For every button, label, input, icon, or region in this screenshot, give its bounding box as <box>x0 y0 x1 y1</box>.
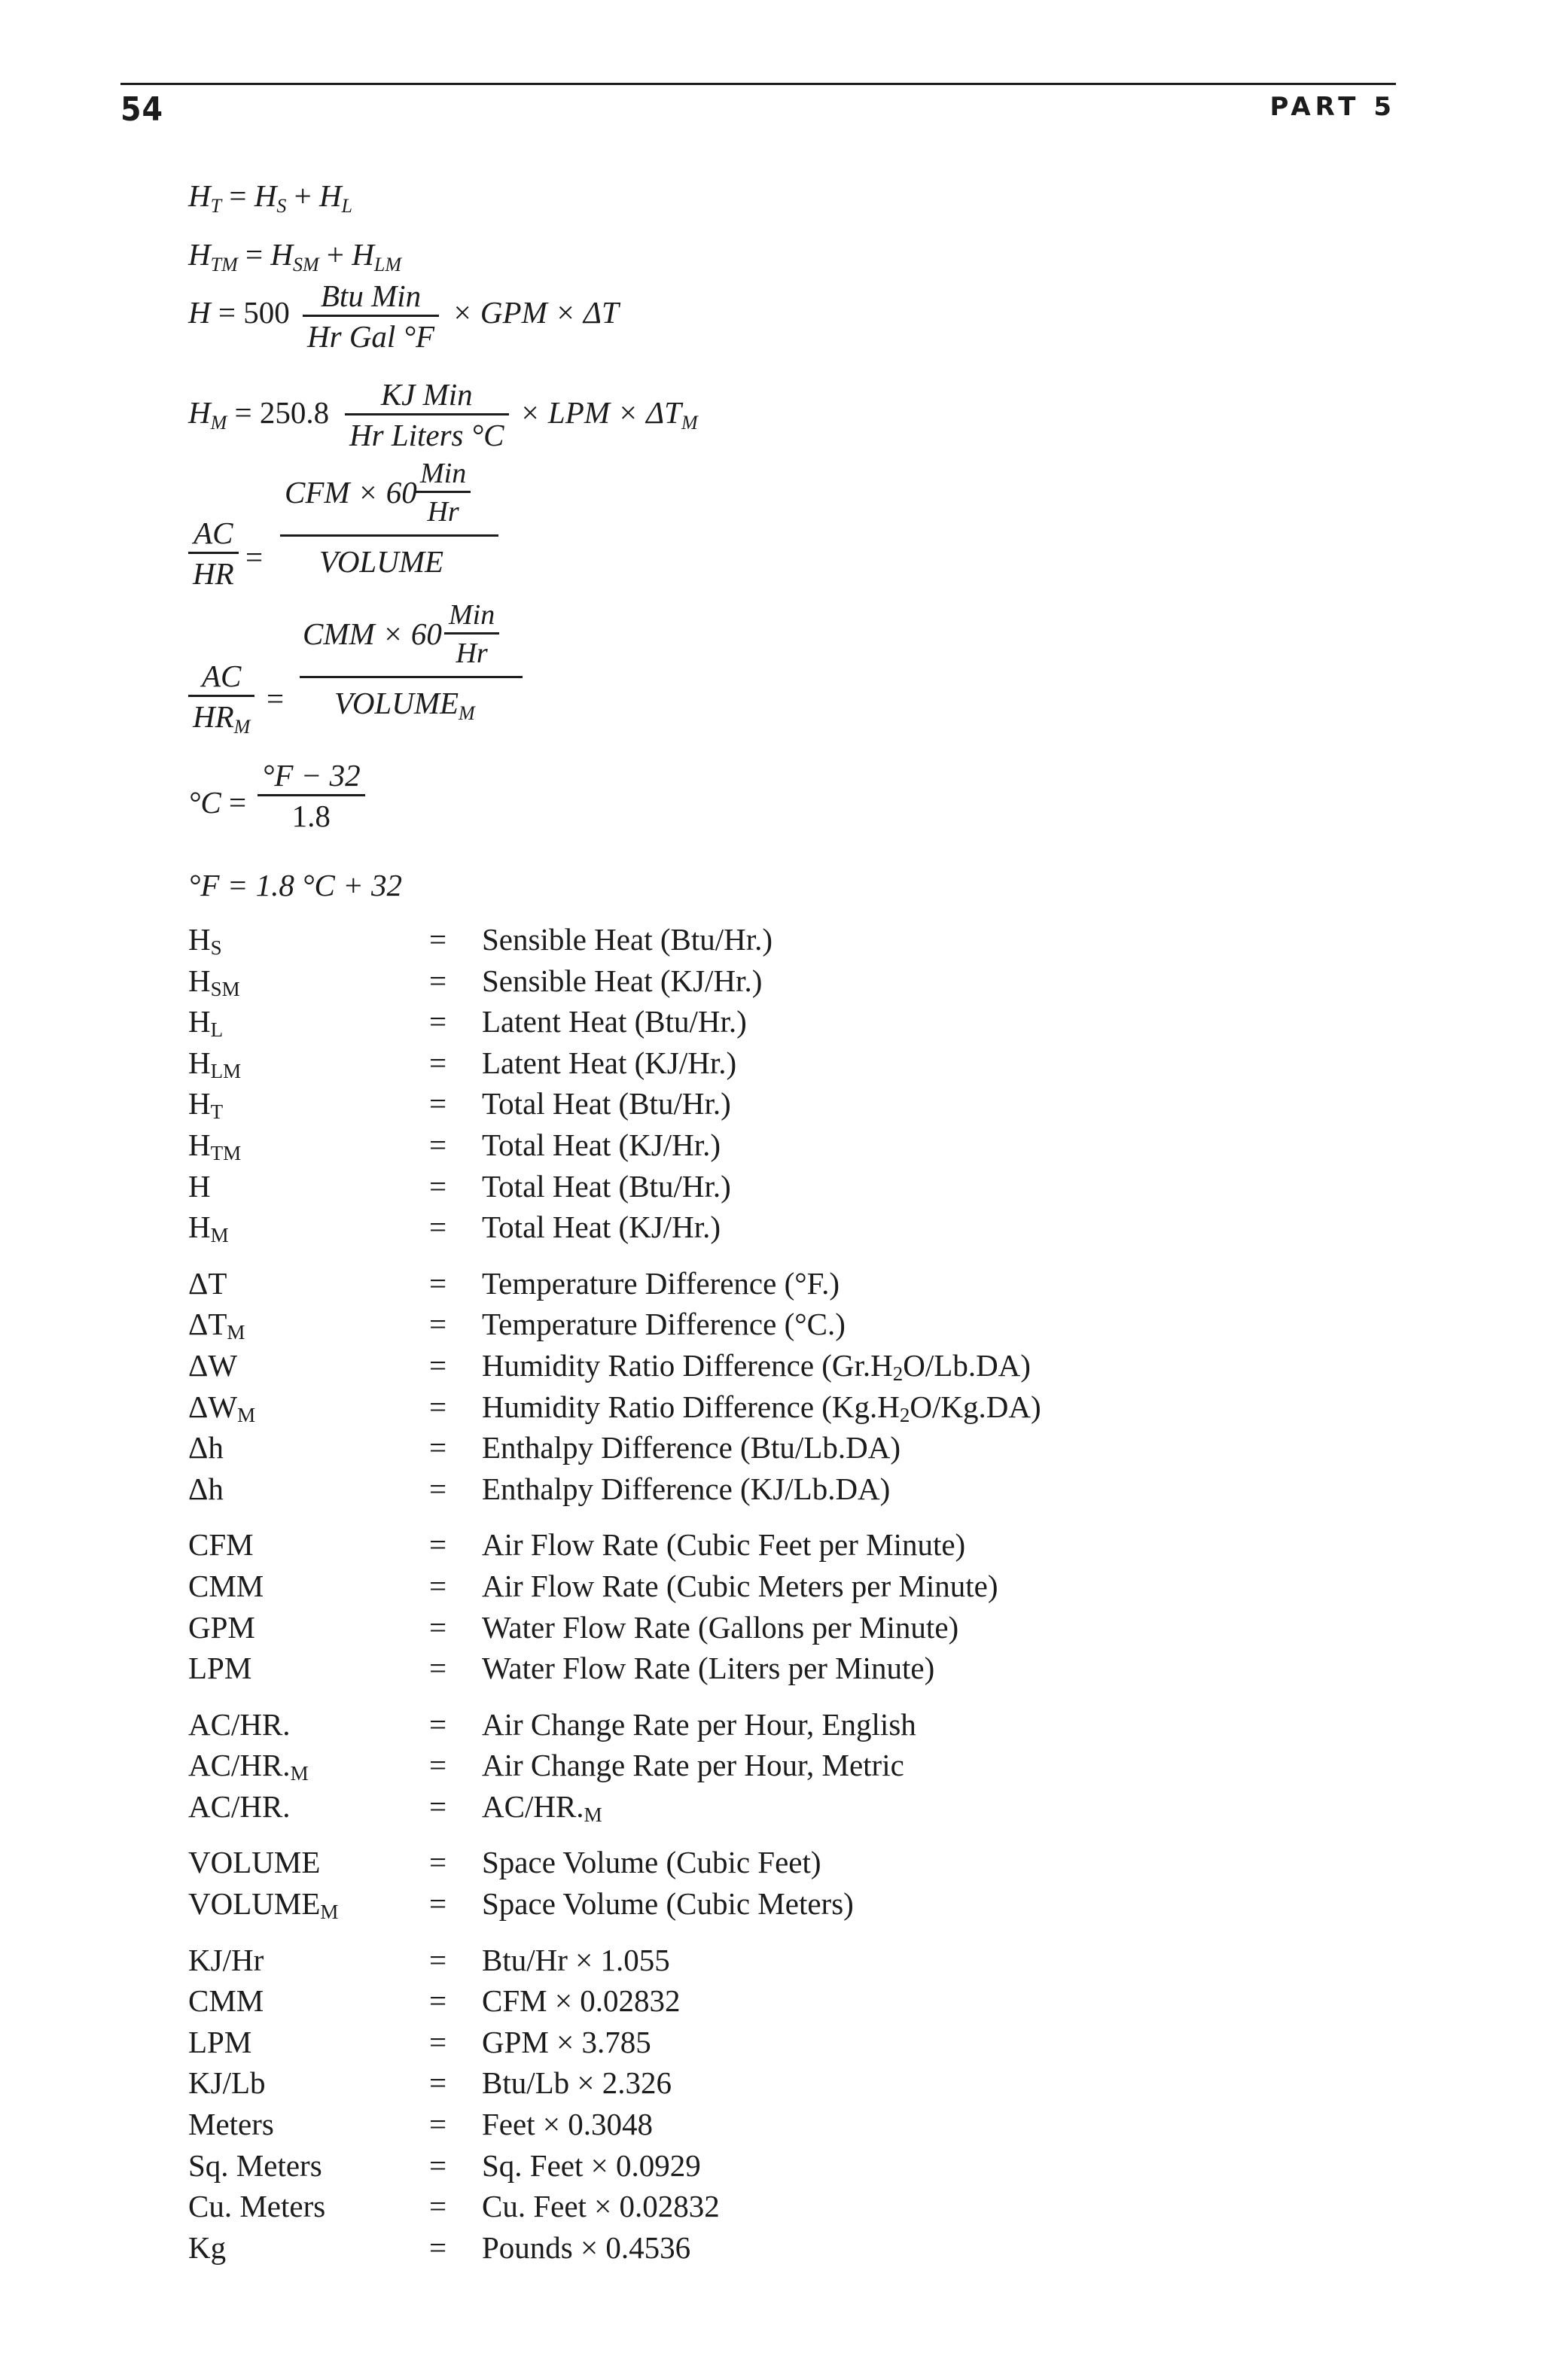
equals-sign: = <box>429 1347 447 1383</box>
equals-sign: = <box>429 2147 447 2183</box>
equals-sign: = <box>429 1568 447 1603</box>
definition-description: Enthalpy Difference (KJ/Lb.DA) <box>482 1471 891 1506</box>
definition-row <box>188 2147 1167 2189</box>
equals-sign: = <box>429 1168 447 1204</box>
definition-symbol: CFM <box>188 1527 254 1563</box>
definition-row <box>188 1265 1167 1307</box>
definition-row <box>188 1885 1167 1927</box>
equals-sign: = <box>429 1045 447 1080</box>
equals-sign: = <box>429 1609 447 1645</box>
definition-description: Latent Heat (KJ/Hr.) <box>482 1045 737 1080</box>
definitions-list <box>188 921 1167 2270</box>
definition-row <box>188 2106 1167 2147</box>
equals-sign: = <box>429 1389 447 1424</box>
fraction-ac-hr-metric: AC $HR_M$ <box>188 661 254 737</box>
group-gap <box>188 1691 1167 1706</box>
definition-description: Water Flow Rate (Liters per Minute) <box>482 1651 935 1686</box>
definition-row <box>188 1568 1167 1609</box>
equals-sign: = <box>429 1748 447 1783</box>
definition-symbol: VOLUME <box>188 1845 321 1880</box>
equals-sign: = <box>429 2024 447 2059</box>
definition-description: Total Heat (KJ/Hr.) <box>482 1127 721 1162</box>
definition-symbol: $H_M$ <box>188 1210 229 1247</box>
formula-air-change: $\frac{AC}{HR}$ = CFM × 60 Min Hr VOLUME <box>188 459 565 595</box>
definition-symbol: KJ/Hr <box>188 1942 264 1977</box>
definition-description: Space Volume (Cubic Meters) <box>482 1886 854 1922</box>
definition-row <box>188 1942 1167 1983</box>
definition-symbol: $H_T$ <box>188 1086 224 1124</box>
equals-sign: = <box>429 1265 447 1301</box>
equals-sign: = <box>429 1307 447 1342</box>
equals-sign: = <box>429 2107 447 2142</box>
definition-description: Feet × 0.3048 <box>482 2107 653 2142</box>
definition-row <box>188 1526 1167 1568</box>
definition-row <box>188 1389 1167 1430</box>
definition-description: Sensible Heat (KJ/Hr.) <box>482 963 763 998</box>
formula-fahrenheit: °F = 1.8 °C + 32 <box>188 868 403 902</box>
definition-description: Pounds × 0.4536 <box>482 2229 691 2265</box>
formula-air-change-metric: AC $HR_M$ = CMM × 60 Min Hr $VOLUME_M$ <box>188 601 580 744</box>
definition-symbol: ΔW <box>188 1347 238 1383</box>
equals-sign: = <box>429 1127 447 1162</box>
fraction-min-hr: Min Hr <box>416 459 471 526</box>
definition-description: Water Flow Rate (Gallons per Minute) <box>482 1609 959 1645</box>
equals-sign: = <box>429 1004 447 1039</box>
definition-symbol: Meters <box>188 2107 274 2142</box>
definition-description: Air Change Rate per Hour, Metric <box>482 1748 904 1783</box>
definition-description: Total Heat (Btu/Hr.) <box>482 1086 731 1122</box>
definition-row <box>188 963 1167 1004</box>
definition-symbol: GPM <box>188 1609 255 1645</box>
definition-description: Btu/Lb × 2.326 <box>482 2065 672 2101</box>
group-gap <box>188 1250 1167 1265</box>
fraction-min-hr-metric: Min Hr <box>444 601 499 668</box>
equals-sign: = <box>429 1210 447 1245</box>
definition-row <box>188 2024 1167 2065</box>
definition-symbol: $H_{LM}$ <box>188 1045 242 1082</box>
definition-row <box>188 1306 1167 1347</box>
definition-symbol: $VOLUME_M$ <box>188 1886 339 1924</box>
definition-symbol: $\Delta W_M$ <box>188 1389 256 1426</box>
definition-description: Air Flow Rate (Cubic Meters per Minute) <box>482 1568 998 1603</box>
equals-sign: = <box>429 1942 447 1977</box>
definition-description: GPM × 3.785 <box>482 2024 651 2059</box>
definition-row <box>188 2188 1167 2229</box>
definition-row <box>188 1706 1167 1748</box>
definition-symbol: Sq. Meters <box>188 2147 322 2183</box>
fraction-btu-min: Btu Min Hr Gal °F <box>303 281 439 352</box>
definition-description: Space Volume (Cubic Feet) <box>482 1845 821 1880</box>
equals-sign: = <box>429 1430 447 1465</box>
part-label: PART 5 <box>1269 92 1396 122</box>
definition-row <box>188 1127 1167 1168</box>
equals-sign: = <box>429 2065 447 2101</box>
definition-row <box>188 1844 1167 1885</box>
definition-description: Humidity Ratio Difference $(Kg.H_2O/Kg.DA)$ <box>482 1389 1041 1426</box>
definition-row <box>188 1983 1167 2024</box>
definition-symbol: $AC/HR._M$ <box>188 1748 309 1785</box>
definition-symbol: $\Delta T_M$ <box>188 1307 245 1344</box>
fraction-kj-min: KJ Min Hr Liters °C <box>345 379 509 451</box>
definition-row <box>188 1003 1167 1045</box>
equals-sign: = <box>429 1845 447 1880</box>
definition-symbol: $H_S$ <box>188 922 222 959</box>
definition-description: Temperature Difference (°C.) <box>482 1307 846 1342</box>
definition-row <box>188 2065 1167 2106</box>
definition-row <box>188 1747 1167 1788</box>
definition-row <box>188 1168 1167 1210</box>
equals-sign: = <box>429 1086 447 1122</box>
fraction-fahrenheit: $\frac{^\circ F - 32}{1.8}$ <box>258 760 365 832</box>
equals-sign: = <box>429 2229 447 2265</box>
definition-symbol: Δh <box>188 1430 224 1465</box>
definition-description: Sq. Feet × 0.0929 <box>482 2147 701 2183</box>
equals-sign: = <box>429 1886 447 1922</box>
equals-sign: = <box>429 1788 447 1824</box>
definition-symbol: Kg <box>188 2229 227 2265</box>
definition-symbol: CMM <box>188 1568 264 1603</box>
definition-description: Btu/Hr × 1.055 <box>482 1942 670 1977</box>
definition-description: Total Heat (KJ/Hr.) <box>482 1210 721 1245</box>
definition-symbol: $H_{SM}$ <box>188 963 240 1000</box>
equals-sign: = <box>429 1471 447 1506</box>
equals-sign: = <box>429 2189 447 2224</box>
definition-row <box>188 1209 1167 1250</box>
definition-symbol: CMM <box>188 1983 264 2019</box>
definition-description: Air Flow Rate (Cubic Feet per Minute) <box>482 1527 966 1563</box>
group-gap <box>188 1829 1167 1844</box>
formula-total-heat-metric: $H_{TM} = H_{SM} + H_{LM}$ <box>188 237 401 275</box>
definition-symbol: LPM <box>188 2024 252 2059</box>
definition-description: $AC/HR._M$ <box>482 1788 602 1826</box>
definition-description: Enthalpy Difference (Btu/Lb.DA) <box>482 1430 901 1465</box>
header-rule <box>120 83 1396 85</box>
equals-sign: = <box>429 1706 447 1742</box>
definition-description: Total Heat (Btu/Hr.) <box>482 1168 731 1204</box>
definition-description: Latent Heat (Btu/Hr.) <box>482 1004 747 1039</box>
definition-row <box>188 1347 1167 1389</box>
group-gap <box>188 1927 1167 1942</box>
equals-sign: = <box>429 963 447 998</box>
definition-description: Air Change Rate per Hour, English <box>482 1706 916 1742</box>
formula-celsius: °C = $\frac{^\circ F - 32}{1.8}$ <box>188 760 489 843</box>
definition-symbol: Δh <box>188 1471 224 1506</box>
definition-symbol: AC/HR. <box>188 1706 291 1742</box>
definition-symbol: AC/HR. <box>188 1788 291 1824</box>
fraction-ac-hr: $\frac{AC}{HR}$ <box>188 518 239 589</box>
definition-row <box>188 1609 1167 1651</box>
equals-sign: = <box>429 1651 447 1686</box>
definition-symbol: H <box>188 1168 211 1204</box>
definition-symbol: $H_L$ <box>188 1004 224 1042</box>
definition-description: Humidity Ratio Difference $(Gr.H_2O/Lb.DA)$ <box>482 1347 1031 1385</box>
definition-symbol: Cu. Meters <box>188 2189 326 2224</box>
definition-symbol: $H_{TM}$ <box>188 1127 242 1164</box>
definition-row <box>188 1650 1167 1691</box>
definition-row <box>188 1788 1167 1830</box>
equals-sign: = <box>429 1983 447 2019</box>
definition-row <box>188 1045 1167 1086</box>
definition-description: CFM × 0.02832 <box>482 1983 681 2019</box>
group-gap <box>188 1511 1167 1526</box>
definition-symbol: ΔT <box>188 1265 227 1301</box>
definition-description: Cu. Feet × 0.02832 <box>482 2189 720 2224</box>
definition-row <box>188 1085 1167 1127</box>
equals-sign: = <box>429 1527 447 1563</box>
definition-row <box>188 921 1167 963</box>
page-number: 54 <box>120 90 164 129</box>
formula-water-heat: H = 500 Btu Min Hr Gal °F × GPM × ΔT <box>188 278 619 354</box>
definition-description: Temperature Difference (°F.) <box>482 1265 840 1301</box>
formula-water-heat-metric: $H_M = 250.8$ KJ Min Hr Liters °C × LPM × $\Delta T_M$ <box>188 377 698 452</box>
definition-row <box>188 1471 1167 1512</box>
equals-sign: = <box>429 922 447 957</box>
definition-symbol: LPM <box>188 1651 252 1686</box>
definition-symbol: KJ/Lb <box>188 2065 266 2101</box>
definition-description: Sensible Heat (Btu/Hr.) <box>482 922 773 957</box>
formula-total-heat: $H_T = H_S + H_L$ <box>188 178 353 217</box>
definition-row <box>188 2229 1167 2271</box>
definition-row <box>188 1429 1167 1471</box>
